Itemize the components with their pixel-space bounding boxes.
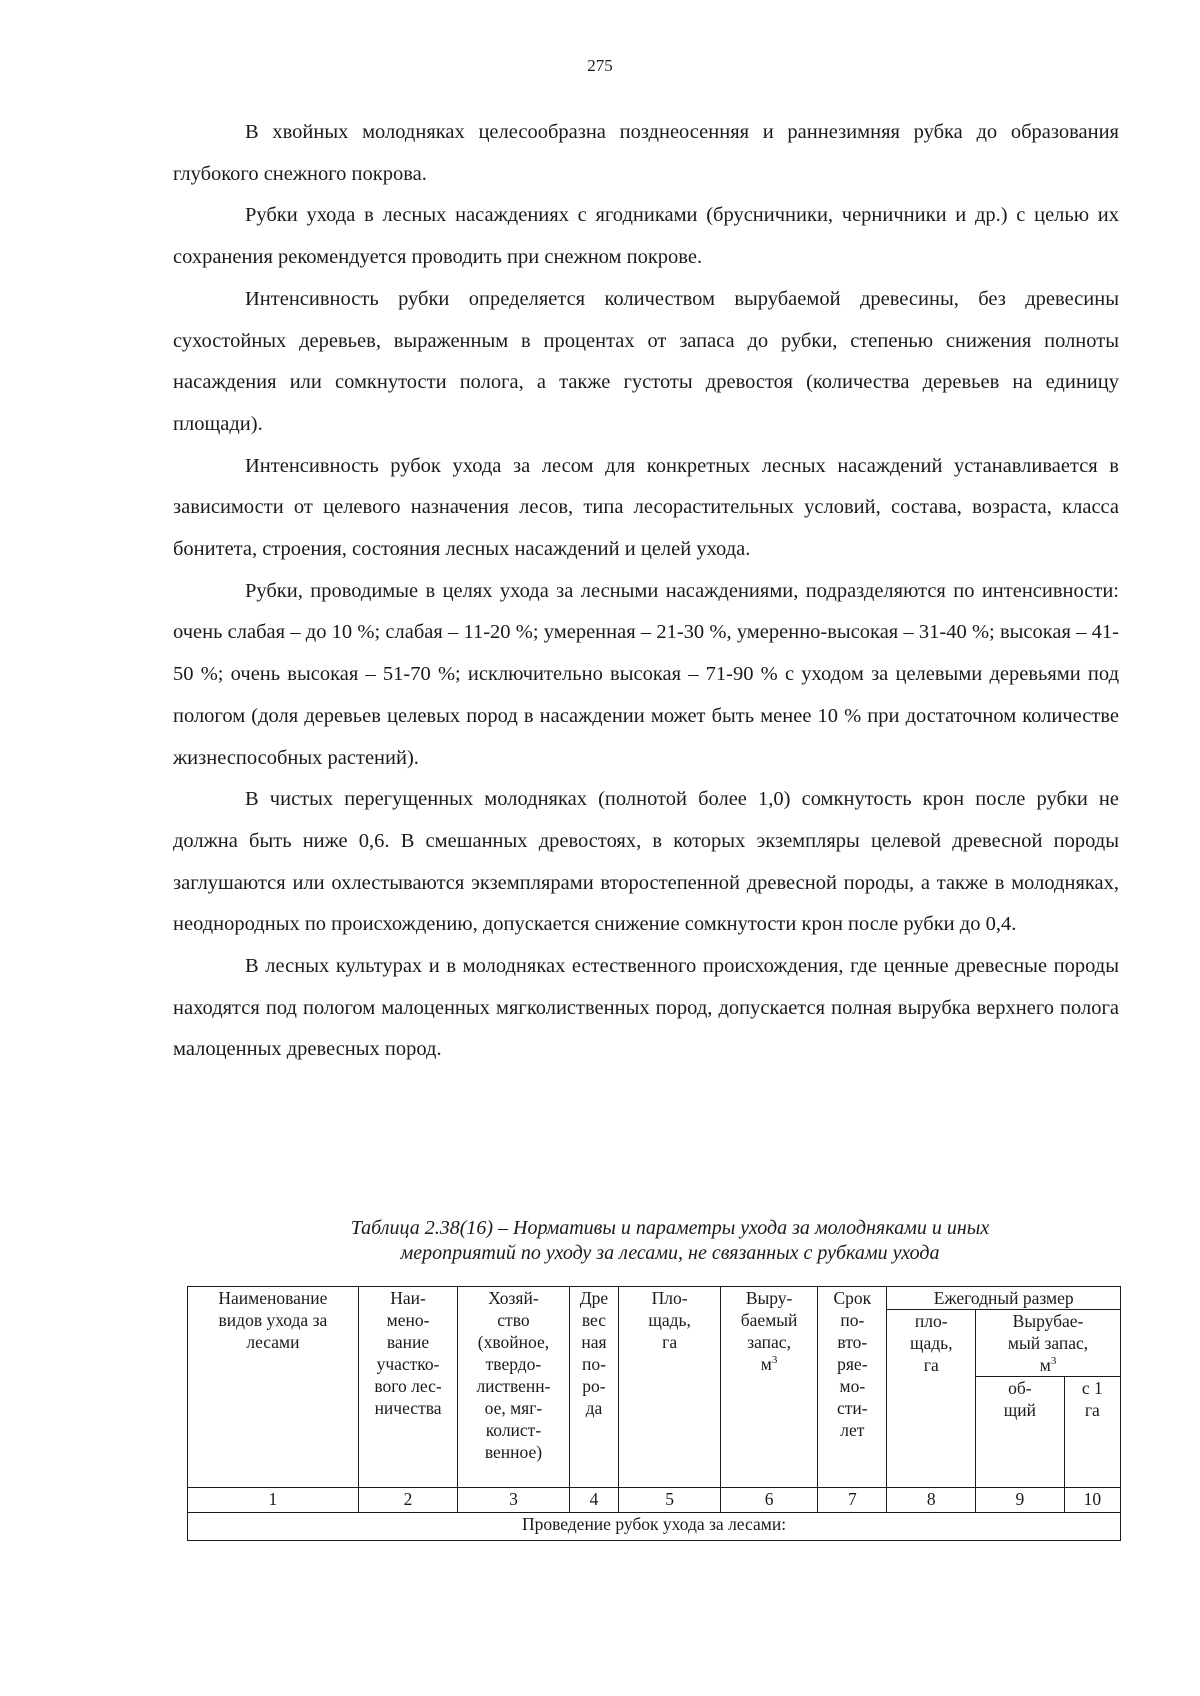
column-number: 8 [887, 1488, 976, 1513]
column-number: 7 [818, 1488, 887, 1513]
header-repeat-period: Срок по- вто- ряе- мо- сти- лет [818, 1287, 887, 1488]
header-care-type: Наименование видов ухода за лесами [188, 1287, 359, 1488]
header-felled-stock [720, 1287, 817, 1488]
superscript: 3 [1050, 1355, 1057, 1368]
column-number: 3 [458, 1488, 569, 1513]
paragraph: Интенсивность рубок ухода за лесом для конкретных лесных насаждений устанавливается в зависимости от целевого назначения лесов, типа лесорастительных условий, состава, возраста, класса бонитета, строения, состояния лесных насаждений и целей ухода. [173, 454, 1119, 561]
header-annual-stock-label: Вырубае- мый запас, м [1007, 1311, 1089, 1375]
column-number: 2 [358, 1488, 457, 1513]
superscript: 3 [771, 1354, 778, 1367]
page-number: 275 [587, 56, 613, 75]
paragraph: Рубки, проводимые в целях ухода за лесными насаждениями, подразделяются по интенсивности: очень слабая – до 10 %; слабая – 11-20 %; умеренная – 21-30 %, умеренно-высокая – 31-40 %; высокая – 41-50 %; очень высокая – 51-70 %; исключительно высокая – 71-90 % с уходом за целевыми деревьями под пологом (доля деревьев целевых пород в насаждении может быть менее 10 % при достаточном количестве жизнеспособных растений). [173, 579, 1119, 769]
norms-table [187, 1286, 1121, 1541]
header-tree-species: Дре вес ная по- ро- да [569, 1287, 619, 1488]
header-annual-size: Ежегодный размер [887, 1287, 1121, 1310]
body-text [173, 112, 1119, 1071]
paragraph: Рубки ухода в лесных насаждениях с ягодниками (брусничники, черничники и др.) с целью их сохранения рекомендуется проводить при снежном покрове. [173, 204, 1119, 269]
column-number: 6 [720, 1488, 817, 1513]
column-numbers-row [188, 1488, 1121, 1513]
column-number: 10 [1064, 1488, 1120, 1513]
paragraph: В лесных культурах и в молодняках естественного происхождения, где ценные древесные породы находятся под пологом малоценных мягколиственных пород, допускается полная вырубка верхнего полога малоценных древесных пород. [173, 955, 1119, 1061]
header-annual-stock [976, 1310, 1121, 1377]
header-row [188, 1287, 1121, 1310]
header-forestry-district: Наи- мено- вание участко- вого лес- ничества [358, 1287, 457, 1488]
table-caption [250, 1216, 1090, 1266]
paragraph: Интенсивность рубки определяется количеством вырубаемой древесины, без древесины сухостойных деревьев, выраженным в процентах от запаса до рубки, степенью снижения полноты насаждения или сомкнутости полога, а также густоты древостоя (количества деревьев на единицу площади). [173, 287, 1119, 435]
caption-line: Таблица 2.38(16) – Нормативы и параметры ухода за молодняками и иных [350, 1217, 990, 1239]
header-total: об- щий [976, 1377, 1065, 1488]
header-area: Пло- щадь, га [619, 1287, 721, 1488]
column-number: 1 [188, 1488, 359, 1513]
section-row [188, 1513, 1121, 1541]
caption-line: мероприятий по уходу за лесами, не связанных с рубками ухода [400, 1242, 940, 1264]
paragraph: В чистых перегущенных молодняках (полнотой более 1,0) сомкнутость крон после рубки не должна быть ниже 0,6. В смешанных древостоях, в которых экземпляры целевой древесной породы заглушаются или охлестываются экземплярами второстепенной древесной породы, а также в молодняках, неоднородных по происхождению, допускается снижение сомкнутости крон после рубки до 0,4. [173, 788, 1119, 936]
header-per-ha: с 1 га [1064, 1377, 1120, 1488]
column-number: 9 [976, 1488, 1065, 1513]
header-felled-stock-label: Выру- баемый запас, м [740, 1288, 798, 1374]
column-number: 5 [619, 1488, 721, 1513]
section-title: Проведение рубок ухода за лесами: [188, 1513, 1121, 1541]
paragraph: В хвойных молодняках целесообразна позднеосенняя и раннезимняя рубка до образования глубокого снежного покрова. [173, 121, 1119, 185]
column-number: 4 [569, 1488, 619, 1513]
header-economy: Хозяй- ство (хвойное, твердо- лиственн- ое, мяг- колист- венное) [458, 1287, 569, 1488]
header-annual-area: пло- щадь, га [887, 1310, 976, 1488]
